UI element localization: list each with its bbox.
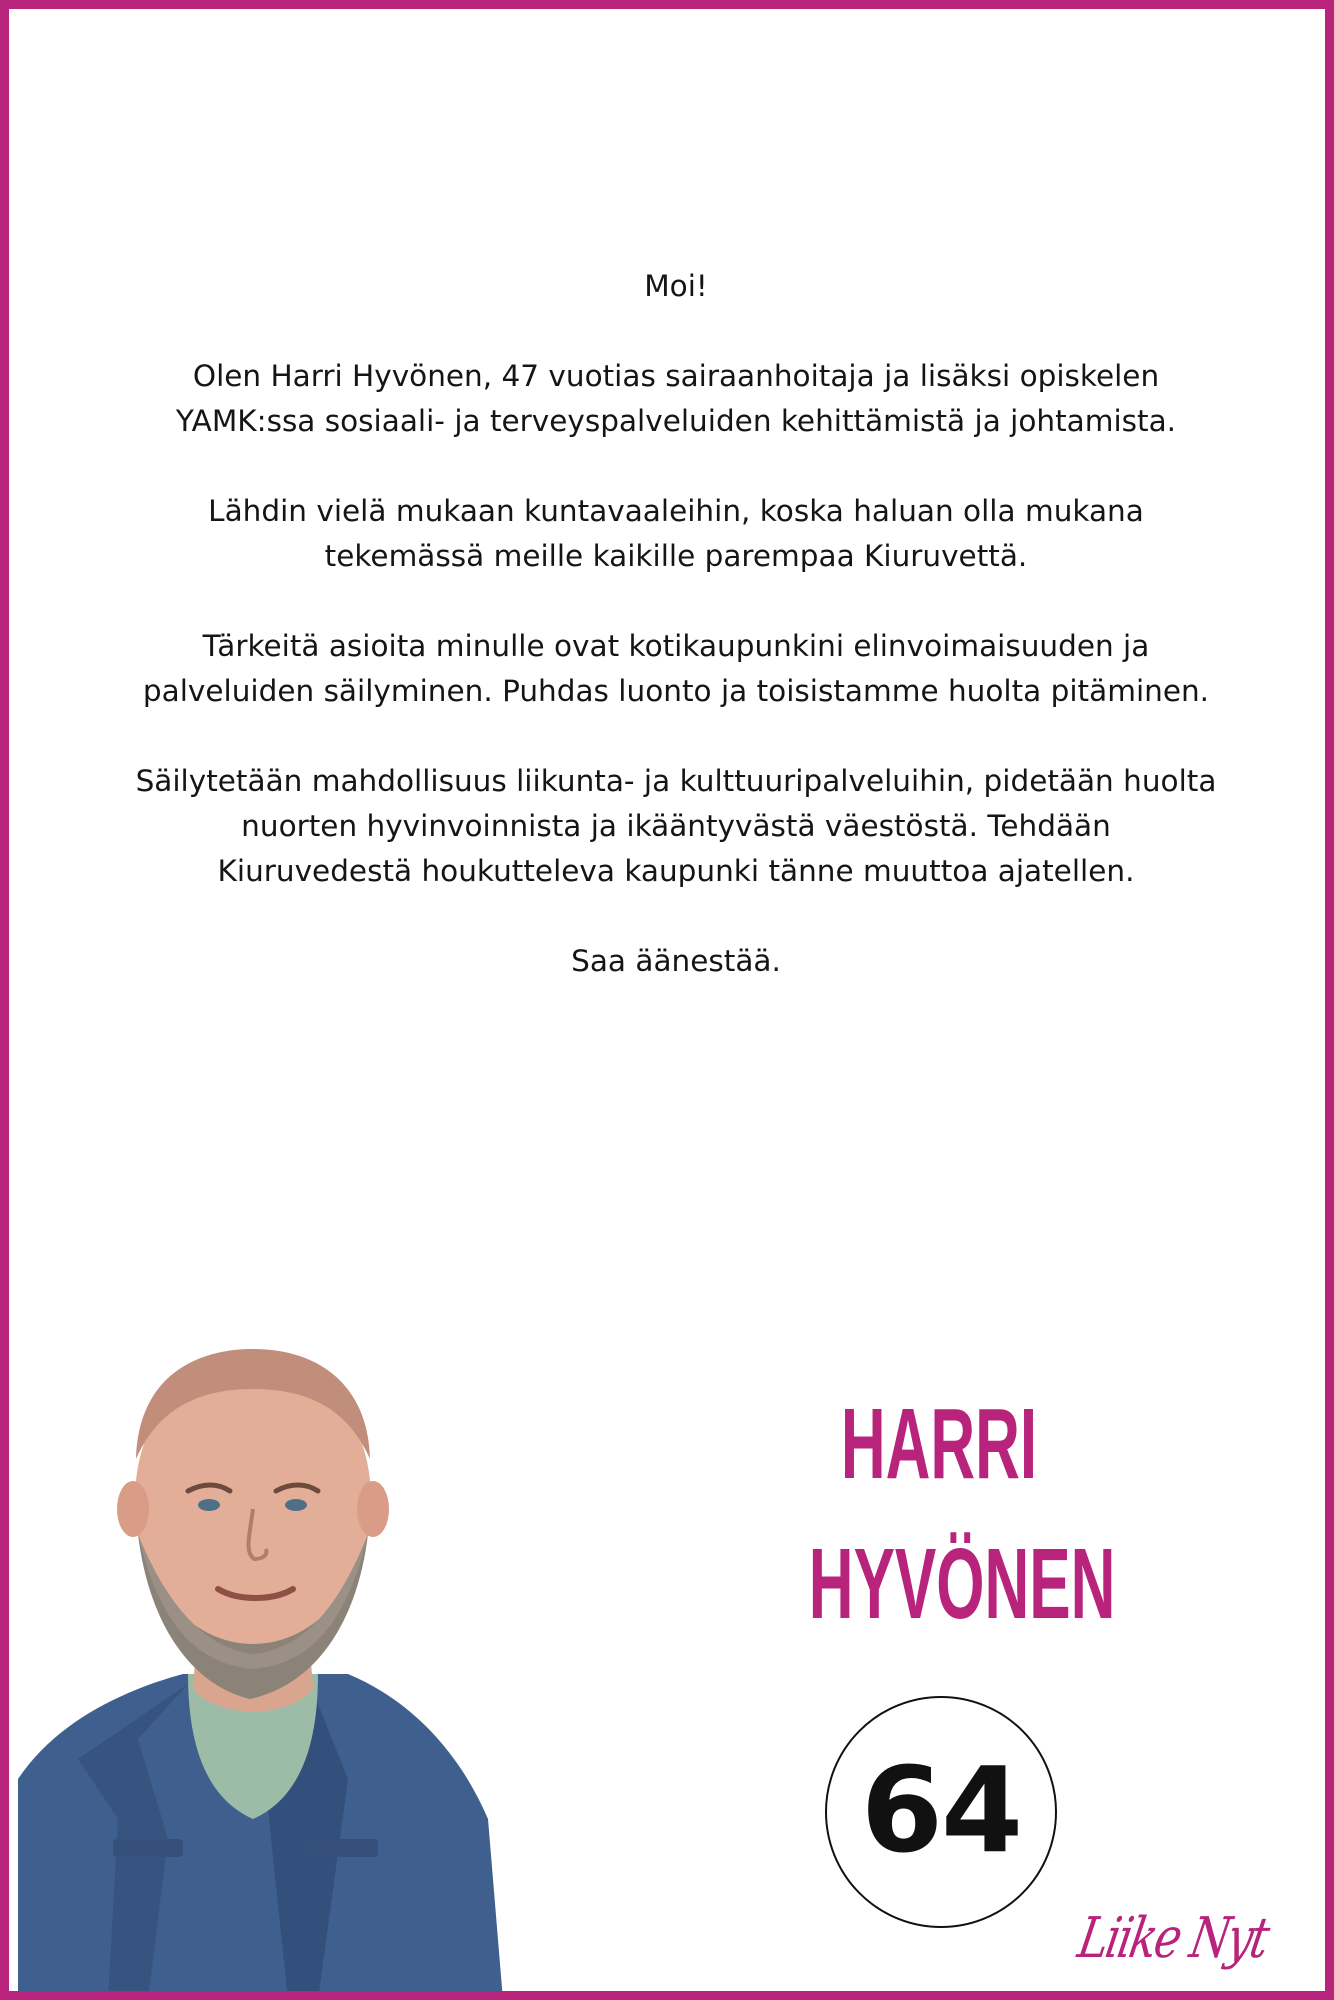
candidate-first-name: HARRI: [840, 1388, 1038, 1500]
candidate-portrait: [18, 1319, 503, 2000]
candidate-number: 64: [860, 1741, 1022, 1879]
liike-nyt-logo: Liike Nyt: [1073, 1906, 1273, 1971]
letter-paragraph-intro: Olen Harri Hyvönen, 47 vuotias sairaanhoitaja ja lisäksi opiskelen YAMK:ssa sosiaali- ja terveyspalveluiden kehittämistä ja johtamista.: [175, 359, 1177, 438]
candidate-letter: [49, 264, 1303, 984]
candidate-last-name: HYVÖNEN: [808, 1528, 1116, 1640]
candidate-number-badge: [825, 1696, 1057, 1928]
letter-greeting: Moi!: [644, 269, 708, 303]
letter-paragraph-goals: Säilytetään mahdollisuus liikunta- ja kulttuuripalveluihin, pidetään huolta nuorten hyvinvoinnista ja ikääntyvästä väestöstä. Tehdään Kiuruvedestä houkutteleva kaupunki tänne muuttoa ajatellen.: [135, 764, 1217, 888]
letter-paragraph-motivation: Lähdin vielä mukaan kuntavaaleihin, koska haluan olla mukana tekemässä meille kaikille parempaa Kiuruvettä.: [208, 494, 1144, 573]
letter-paragraph-priorities: Tärkeitä asioita minulle ovat kotikaupunkini elinvoimaisuuden ja palveluiden säilyminen. Puhdas luonto ja toisistamme huolta pitäminen.: [142, 629, 1210, 708]
letter-closing: Saa äänestää.: [571, 944, 781, 978]
